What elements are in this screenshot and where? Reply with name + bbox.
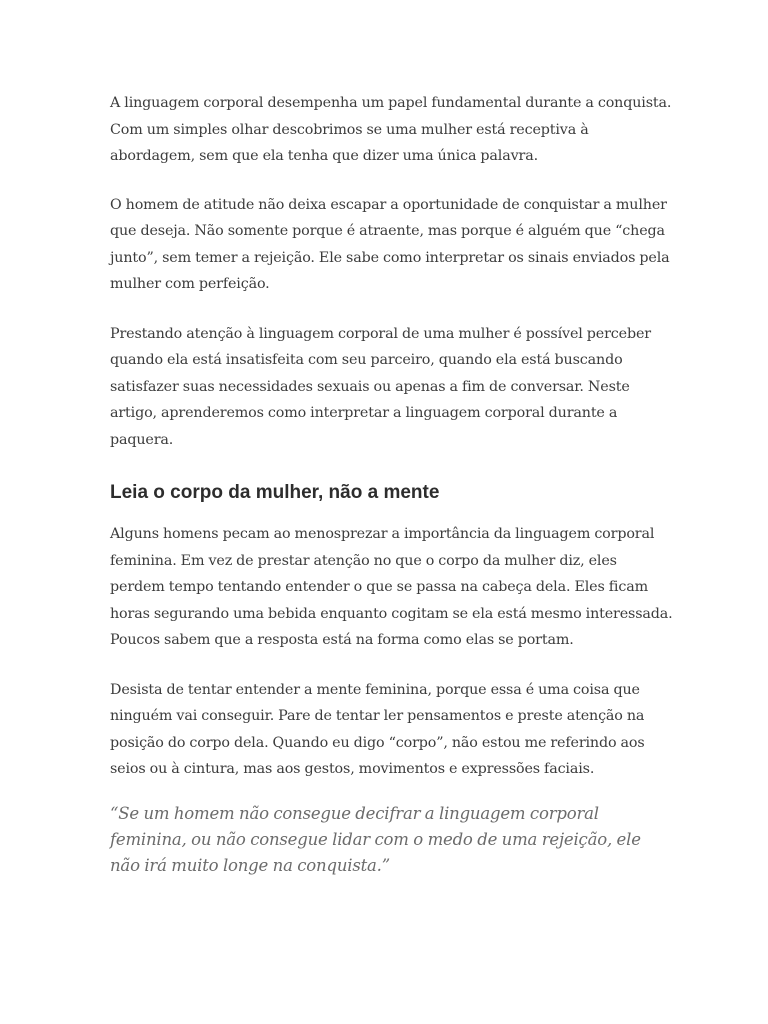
article-body xyxy=(110,90,673,879)
paragraph-men-mistake xyxy=(110,521,673,654)
quote-line: feminina, ou não consegue lidar com o medo de uma rejeição, ele xyxy=(110,829,641,849)
text-line: paquera. xyxy=(110,431,174,448)
text-line: A linguagem corporal desempenha um papel fundamental durante a conquista. xyxy=(110,95,672,111)
quote-line: não irá muito longe na conquista.” xyxy=(110,855,390,875)
text-line: ninguém vai conseguir. Pare de tentar ler pensamentos e preste atenção na xyxy=(110,708,645,724)
text-line: Poucos sabem que a resposta está na forma como elas se portam. xyxy=(110,632,574,648)
text-line: quando ela está insatisfeita com seu parceiro, quando ela está buscando xyxy=(110,352,623,368)
paragraph-attention xyxy=(110,321,658,454)
text-line: Com um simples olhar descobrimos se uma mulher está receptiva à xyxy=(110,121,589,138)
quote-line: “Se um homem não consegue decifrar a linguagem corporal xyxy=(110,803,599,823)
text-line: Desista de tentar entender a mente feminina, porque essa é uma coisa que xyxy=(110,681,640,698)
text-line: Prestando atenção à linguagem corporal de uma mulher é possível perceber xyxy=(110,325,651,342)
text-line: perdem tempo tentando entender o que se passa na cabeça dela. Eles ficam xyxy=(110,579,648,595)
text-line: junto”, sem temer a rejeição. Ele sabe como interpretar os sinais enviados pela xyxy=(110,249,670,266)
text-line: artigo, aprenderemos como interpretar a linguagem corporal durante a xyxy=(110,405,618,421)
text-line: abordagem, sem que ela tenha que dizer uma única palavra. xyxy=(110,148,538,164)
section-heading: Leia o corpo da mulher, não a mente xyxy=(110,482,440,503)
text-line: horas segurando uma bebida enquanto cogitam se ela está mesmo interessada. xyxy=(110,605,673,622)
paragraph-attitude xyxy=(110,192,670,298)
text-line: O homem de atitude não deixa escapar a oportunidade de conquistar a mulher xyxy=(110,196,667,213)
text-line: mulher com perfeição. xyxy=(110,276,270,292)
text-line: posição do corpo dela. Quando eu digo “corpo”, não estou me referindo aos xyxy=(110,734,645,751)
text-line: satisfazer suas necessidades sexuais ou apenas a fim de conversar. Neste xyxy=(110,378,630,395)
text-line: feminina. Em vez de prestar atenção no que o corpo da mulher diz, eles xyxy=(110,552,617,569)
text-line: seios ou à cintura, mas aos gestos, movimentos e expressões faciais. xyxy=(110,761,595,777)
text-line: que deseja. Não somente porque é atraente, mas porque é alguém que “chega xyxy=(110,223,665,239)
text-line: Alguns homens pecam ao menosprezar a importância da linguagem corporal xyxy=(110,526,655,542)
paragraph-intro xyxy=(110,90,672,170)
paragraph-give-up xyxy=(110,677,658,783)
pull-quote xyxy=(110,801,658,879)
